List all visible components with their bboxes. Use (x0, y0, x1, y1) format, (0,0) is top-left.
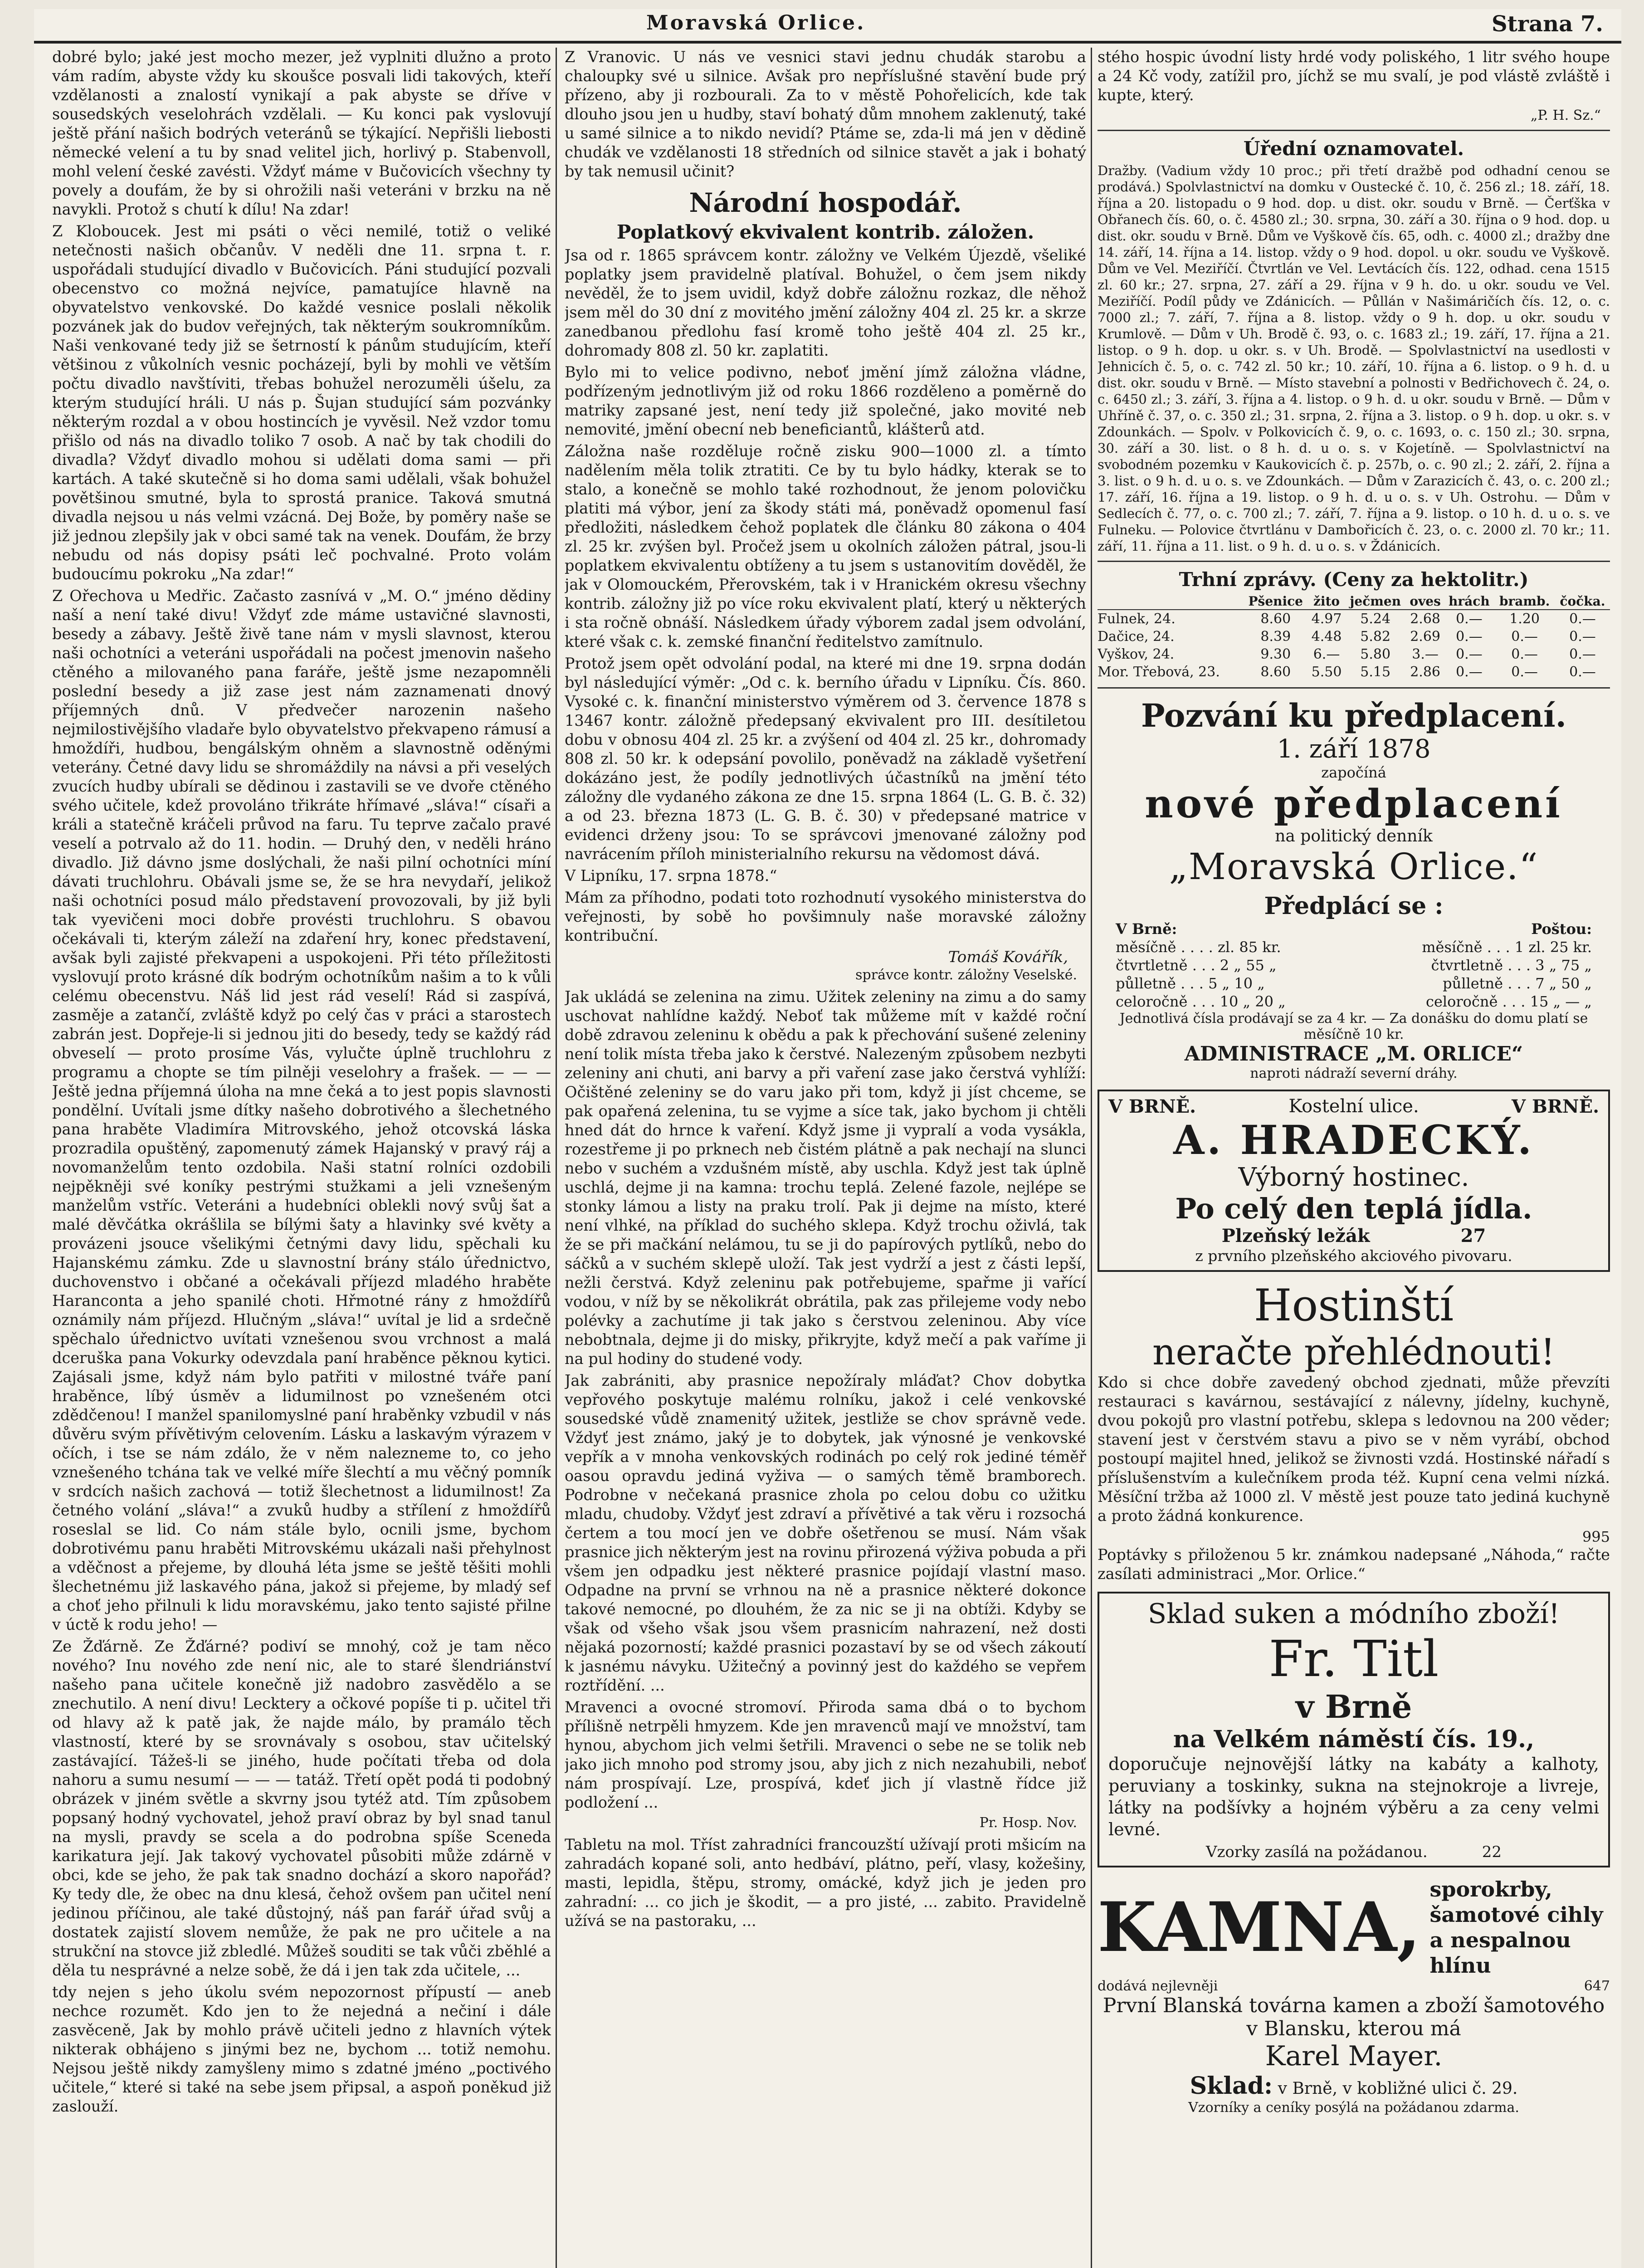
ad-on-daily: na politický denník (1275, 827, 1433, 846)
ad-tagline: Výborný hostinec. (1238, 1163, 1469, 1192)
table-cell: 5.24 (1360, 611, 1391, 627)
price-cell: měsíčně . . . 1 zl. 25 kr. (1422, 938, 1592, 956)
ad-text: doporučuje nejnovější látky na kabáty a kalhoty, peruviany a toskinky, sukna na stejnokroje a livreje, látky na podšívky a hojném výběru a za ceny velmi levné. (1108, 1754, 1599, 1839)
article-paragraph: Mravenci a ovocné stromoví. Přiroda sama dbá o to bychom přílišně netrpěli hmyzem. Kde jen mravenců mají ve množství, tam hynou, abychom jich velmi šetřili. Mravenci o sebe ne se tolik neb jako jich mnoho pod stromy jsou, aby jich z nich nezahubili, neboť nám prospívají. Lze, prospívá, kdeť jich jí vlastně řídce již podložení ... (565, 1698, 1086, 1811)
ad-top-row (1108, 1096, 1599, 1117)
table-cell: 0.— (1511, 646, 1538, 662)
price-header (1098, 920, 1610, 938)
article-paragraph: stého hospic úvodní listy hrdé vody poliského, 1 litr svého houpe a 24 Kč vody, zatížil pro, jíchž se mu svalí, je pod vlástě zvláště i kupte, který. (1098, 48, 1610, 104)
article-paragraph: Z Vranovic. U nás ve vesnici stavi jednu chudák starobu a chaloupky své u silnice. Avšak pro nepříslušné stavění bude prý přízeno, aby ji rozbourali. Za to v městě Pohořelicích, kde tak dlouho jsou jen u hudby, staví bohatý dům mnohem zaklenutý, také u samé silnice a to nikdo nevidí? Ptáme se, zda-li má jen v dědině chudák ve vzdělanosti 18 středních od silnice stavět a jak i bohatý by tak nemusil učinit? (565, 48, 1086, 180)
column-header: bramb. (1494, 593, 1555, 610)
notices-title: Úřední oznamovatel. (1243, 137, 1464, 160)
price-cell: půlletně . . . 5 „ 10 „ (1116, 975, 1265, 992)
ad-big: KAMNA, (1098, 1887, 1421, 1967)
ad-sklad-row (1098, 2072, 1610, 2100)
price-row (1098, 992, 1610, 1011)
city-left: V BRNĚ. (1108, 1096, 1196, 1117)
table-cell: 0.— (1569, 664, 1596, 680)
ad-name: A. HRADECKÝ. (1173, 1116, 1534, 1163)
table-cell: 2.69 (1410, 629, 1440, 645)
article-paragraph: Z Kloboucek. Jest mi psáti o věci nemilé, totiž o veliké netečnosti našich občanův. V neděli dne 11. srpna t. r. uspořádali studující divadlo v Bučovicích. Páni studující pozvali obecenstvo co možná nejvíce, pamatujíce hlavně na obyvatelstvo venkovské. Do každé vesnice poslali několik pozvánek jak do budov veřejných, tak některým soukromníkům. Naši venkované tedy již se šetrností k pánům studujícím, kteří většinou z vůkolních vesnic pocházejí, byli by mohli ve větším počtu divadlo navštíviti, třebas bohužel nerozuměli úšelu, za kterým studující hráli. U nás p. Šujan studující sám pozvánky některým rozdal a v obou hostincích je vyvěsil. Než vzdor tomu přišlo od nás na divadlo toliko 7 osob. A nač by tak chodili do divadla? Vždyť divadlo mohou si udělati doma sami — při kartách. A také skutečně si ho doma sami udělali, však bohužel povětšinou smutné, byla to sprostá pranice. Taková smutná divadla nejsou u nás velmi vzácná. Dej Bože, by poměry naše se již jednou zlepšily jak v obci samé tak na venek. Doufám, že brzy nebudu od nás dopisy psáti leč pochvalné. Proto volám budoucímu pokroku „Na zdar!“ (52, 222, 551, 583)
ad-footer-row (1108, 1843, 1599, 1861)
article-paragraph: Protož jsem opět odvolání podal, na které mi dne 19. srpna dodán byl následující výměr: „Od c. k. berního úřadu v Lipníku. Čís. 860. Vysoké c. k. finanční ministerstvo výměrem od 3. července 1878 s 13467 kontr. záložně předepsaný ekvivalent pro III. desítiletou dobu v obnosu 404 zl. 25 kr. a zvýšení od 404 zl. 25 kr., dohromady 808 zl. 50 kr. k odepsání povolilo, poněvadž na základě vyšetření dokázáno jest, že podíly jednotlivých účastníků na jmění této záložny dle vydaného zákona ze dne 15. srpna 1864 (L. G. B. č. 32) a od 23. března 1873 (L. G. B. č. 30) v předepsané matrice v evidenci drženy jsou: To se správcovi jmenované záložny pod navrácením příloh ministerialního rekursu na vědomost dává. (565, 655, 1086, 863)
table-cell: 0.— (1511, 664, 1538, 680)
ad-footer: Poptávky s přiloženou 5 kr. známkou nadepsané „Náhoda,“ račte zasílati administraci „Mor. Orlice.“ (1098, 1546, 1610, 1583)
signature-role: správce kontr. záložny Veselské. (855, 967, 1077, 983)
price-row (1098, 974, 1610, 992)
table-cell: 6.— (1313, 646, 1340, 662)
table-cell: Fulnek, 24. (1098, 611, 1176, 627)
column-2 (565, 48, 1086, 2268)
table-cell: Vyškov, 24. (1098, 646, 1175, 662)
titl-ad (1098, 1592, 1610, 1867)
column-rule (556, 48, 557, 2268)
ad-number: 647 (1584, 1978, 1610, 1994)
ad-admin-addr: naproti nádraží severní dráhy. (1250, 1066, 1458, 1081)
price-cell: celoročně . . . 10 „ 20 „ (1116, 993, 1286, 1010)
ad-title: Hostinští (1254, 1280, 1454, 1331)
ad-number: 27 (1460, 1225, 1486, 1246)
table-cell: 0.— (1456, 611, 1483, 627)
column-header: Pšenice (1243, 593, 1308, 610)
inn-ad (1098, 1280, 1610, 1584)
ad-name: Fr. Titl (1268, 1630, 1439, 1688)
price-cell: čtvrtletně . . . 2 „ 55 „ (1116, 957, 1277, 974)
newspaper-page (34, 9, 1621, 2268)
table-cell: 2.68 (1410, 611, 1440, 627)
article-paragraph: tdy nejen s jeho úkolu svém nepozornost přípustí — aneb nechce rozumět. Kdo jen to že nejedná a nečiní i dále zasvěceně, Jak by mohlo právě učiteli jedno z hlavních výtek nikterak obhájeno s jinými bez ne, bychom ... totiž nemohu. Nejsou ještě nikdy zamyšleny mimo s zdatné jméno „poctivého učitele,“ které si také na sebe jsem připsal, a aspoň poněkud již zaslouží. (52, 1983, 551, 2115)
post-label: Poštou: (1531, 920, 1592, 938)
section-title: Národní hospodář. (689, 187, 962, 218)
sklad-label: Sklad: (1190, 2072, 1273, 2100)
ad-city: v Brně (1295, 1688, 1412, 1725)
divider (1098, 130, 1610, 131)
table-cell: 8.39 (1260, 629, 1291, 645)
market-table (1098, 593, 1610, 681)
article-paragraph: dobré bylo; jaké jest mocho mezer, jež vyplniti dlužno a proto vám radím, abyste vždy ku skoušce posvali lidi takových, kteří vzdělanosti a znalostí vynikají a pak abyste se dříve v sousedských veselohrách vzdělali. — Ku konci pak vyslovují ještě přání našich bodrých veteránů se týkající. Nepřišli liebosti německé velení a tu by snad velitel jich, horlivý p. Stabenvoll, mohl velení české zavésti. Vždyť máme v Bučovicích všechny ty povely a doufám, že by si ohrožili naši veteráni v brzku na ně navykli. Protož s chutí k dílu! Na zdar! (52, 48, 551, 218)
signature: Tomáš Kovářík, (948, 948, 1068, 966)
ad-slogan: Po celý den teplá jídla. (1175, 1192, 1532, 1225)
ad-new-sub: nové předplacení (1145, 781, 1563, 827)
ad-date: 1. září 1878 (1277, 734, 1431, 764)
price-row (1098, 938, 1610, 956)
table-cell: 0.— (1569, 611, 1596, 627)
column-header: žito (1308, 593, 1344, 610)
article-paragraph: Bylo mi to velice podivno, neboť jmění jímž záložna vládne, podřízeným jednotlivým již od roku 1866 rozděleno a poměrně do matriky zapsané jest, není tedy již společné, jako movité neb nemovité, jmění obecní neb beneficiantů, klášterů atd. (565, 363, 1086, 438)
article-paragraph: V Lipníku, 17. srpna 1878.“ (565, 867, 777, 885)
market-title: Trhní zprávy. (Ceny za hektolitr.) (1179, 568, 1529, 591)
ad-note: Jednotlivá čísla prodávají se za 4 kr. — Za donášku do domu platí se měsíčně 10 kr. (1119, 1011, 1588, 1042)
notices-text: Dražby. (Vadium vždy 10 proc.; při třetí dražbě pod odhadní cenou se prodává.) Spolvlastnictví na domku v Oustecké č. 10, č. 256 zl.; 18. září, 18. října a 20. listopadu o 9 hod. dop. u dist. okr. soudu v Brně. — Čerťška v Obřanech čís. 60, o. č. 4580 zl.; 30. srpna, 30. září a 30. října o 9 hod. dop. u dist. okr. soudu v Brně. Dům ve Vyškově čís. 65, odh. c. 4000 zl.; dražby dne 14. září, 14. října a 14. listop. vždy o 9 hod. dopol. u okr. soudu ve Vyškově. Dům ve Vel. Meziříčí. Čtvrtlán ve Vel. Levtácích čís. 122, odhad. cena 1515 zl. 60 kr.; 27. srpna, 27. září a 29. října v 9 h. do. u okr. soudu ve Vel. Meziříčí. Podíl půdy ve Zdánicích. — Půllán v Našimáričích čís. 12, o. c. 7000 zl.; 7. září, 7. října a 8. listop. vždy o 9 h. dop. u okr. soudu v Krumlově. — Dům v Uh. Brodě č. 93, o. c. 1683 zl.; 19. září, 17. října a 21. listop. o 9 h. dop. u okr. s. v Uh. Brodě. — Spolvlastnictví na usedlosti v Jehnicích č. 5, o. c. 742 zl. 50 kr.; 10. září, 10. října a 6. listop. o 9 h. d. u dist. okr. soudu v Brně. — Místo stavební a polnosti v Bedřichovech č. 24, o. c. 6450 zl.; 3. září, 3. října a 4. listop. o 9 h. d. u okr. soudu v Brně. — Dům v Uhříně č. 37, o. c. 350 zl.; 31. srpna, 2. října a 3. listop. o 9 h. dop. u okr. s. v Zdounkách. — Spolv. v Polkovicích č. 9, o. c. 1693, o. c. 150 zl.; 30. srpna, 30. září a 30. list. o 8 h. d. u o. s. v Kojetíně. — Spolvlastnictví na svobodném pozemku v Kaukovicích č. p. 257b, o. c. 90 zl.; 2. září, 2. října a 3. list. o 9 h. d. u o. s. ve Zdounkách. — Dům v Zarazicích č. 43, o. c. 200 zl.; 17. září, 16. října a 19. listop. o 9 h. d. u o. s. v Uh. Ostrohu. — Dům v Sedlecích č. 77, o. c. 700 zl.; 7. září, 7. října a 9. listop. o 10 h. d. u o. s. ve Fulneku. — Polovice čtvrtlánu v Dambořicích č. 23, o. c. 2000 zl. 70 kr.; 11. září, 11. října a 11. list. o 9 h. d. u o. s. v Ždánicích. (1098, 163, 1610, 554)
column-1 (52, 48, 551, 2268)
table-header-row (1098, 593, 1610, 610)
table-row (1098, 610, 1610, 628)
sklad-addr: v Brně, v kobližné ulici č. 29. (1278, 2079, 1518, 2098)
table-cell: 0.— (1569, 646, 1596, 662)
article-paragraph: Z Ořechova u Medřic. Začasto zasnívá v „M. O.“ jméno dědiny naší a není také divu! Vždyť zde máme ustavičné slavnosti, besedy a zábavy. Ještě živě tane nám v mysli slavnost, kterou naši ochotníci a veteráni uspořádali na počest jmenovin našeho ctěného a milovaného pana faráře, ještě jsme nezapomněli poslední besedy a již zase jest nám zaznamenati dnový příjemných dnů. V předvečer narozenin našeho nejmilostivějšího vladaře bylo obyvatelstvo překvapeno rámusí a hmoždíři, hudbou, bengálským ohněm a slavnostně oděnými veterány. Četné davy lidu se shromáždily na návsi a při veselých zvucích hudby ubírali se dědinou i zastavili se ve dvoře ctěného svého učitele, kdež provoláno třikráte hřímavé „sláva!“ císaři a králi a statečně kráčeli průvod na faru. Tu teprve začalo pravé veselí a potrvalo až do 11. hodin. — Druhý den, v neděli hráno divadlo. Již dávno jsme doslýchali, že naši pilní ochotníci míní dávati truchlohru. Obávali jsme se, že se hra nevydaří, jelikož naši ochotníci posud málo představení provozovali, by již byli tak vyevičeni moci dobře provésti truchlohru. S obavou očekávali ti, kterým záleží na zdaření hry, konec představení, avšak byli zajisté překvapeni a uspokojeni. Při této příležitosti vyslovují proto krásné dík bodrým ochotníkům našim a to k vůli celému obecenstvu. Náš lid jest rád veselí! Rád si zaspívá, zasměje a zatančí, zvláště když po celý čas v práci a starostech zabrán jest. Dopřeje-li si jednou jiti do besedy, tedy se každý rád obveselí — proto prosíme Vás, vylučte úplně truchlohru z programu a chopte se tím pilněji veselohry a frašek. — — — Ještě jedna příjemná úloha na mne čeká a to jest popis slavnosti pondělní. Uvítali jsme dítky našeho dobrotivého a šlechetného pana hraběte Vladimíra Mitrovského, jehož otcovská láska prozradila opuštěný, zapomenutý zámek Hajanský v pravý ráj a novomanželům tento ozdobila. Naši statní rolníci ozdobili nejpěkněji své koníky pestrými stužkami a jeli vznešeným manželům vstříc. Veteráni a hudebníci oblekli nový svůj šat a malé děvčátka okrášlila se bílými šaty a hlavinky své květy a provázeni jsouce všelikými četnými davy lidu, spěchali ku Hajanskému zámku. Zde u slavnostní brány stálo úřednictvo, duchovenstvo i občané a očekávali příjezd mladého hraběte Haranconta a jeho spanilé choti. Hřmotné rány z hmoždířů oznámily nám příjezd. Hlučným „sláva!“ uvítal je lid a srdečně spěchalo úřednictvo uvítati vznešenou svou vrchnost a malá dceruška pana Vokurky odevzdala paní hraběnce pěknou kytici. Zajásali jsme, když nám bylo patřiti v milostné tváře paní hraběnce, líbý úsměv a lidumilnost po vznešeném otci zdědčenou! I manžel spanilomyslné paní hraběnky vzbudil v nás důvěru svým přívětivým celovením. Lásku a laskavým výrazem v očích, i tse se nám zdálo, že v něm nalezneme to, co jeho vznešeného tchána tak ve velké míře šlechtí a mu věčný pomník v srdcích našich zachová — totiž šlechetnost a lidumilnost! Za četného volání „sláva!“ a zvuků hudby a střílení z hmoždířů roseslal se lid. Co nám stále bylo, ocnili jsme, bychom dobrotivému panu hraběti Mitrovskému ukázali naši přehylnost a vděčnost a přejeme, by dlouhá léta jsme se ještě těšiti mohli šlechetnému již laskavého pána, jakož si přejeme, by mladý sef a choť jeho přilnuli k lidu moravskému, jako tento sajisté přilne v úctě k rodu jeho! — (52, 587, 551, 1633)
table-row (1098, 645, 1610, 663)
ad-line1: Sklad suken a módního zboží! (1148, 1598, 1560, 1630)
table-cell: 5.82 (1360, 629, 1391, 645)
column-3 (1098, 48, 1610, 2268)
table-cell: 4.48 (1311, 629, 1342, 645)
table-cell: 5.50 (1311, 664, 1342, 680)
table-cell: 8.60 (1260, 611, 1291, 627)
table-cell: 0.— (1456, 629, 1483, 645)
column-header: oves (1406, 593, 1444, 610)
beer-sub: z prvního plzeňského akciového pivovaru. (1195, 1247, 1512, 1265)
table-cell: 0.— (1569, 629, 1596, 645)
article-paragraph: Jsa od r. 1865 správcem kontr. záložny ve Velkém Újezdě, všeliké poplatky jsem pravidelně platíval. Bohužel, o čem jsem nikdy nevěděl, že to jsem uvidil, když dobře záložnu rozkaz, dle něhož jsem měl do 30 dní z movitého jmění záložny 404 zl. 25 kr. a skrze zanedbanou předlohu fasí kromě toho ještě 404 zl. 25 kr., dohromady 808 zl. 50 kr. zaplatiti. (565, 246, 1086, 359)
page-header (34, 9, 1621, 44)
article-paragraph: Ze Žďárně. Ze Žďárné? podiví se mnohý, což je tam něco nového? Inu nového zde není nic, ale to staré šlendriánství našeho pana učitele konečně již nadobro zasvědělo a se znechutilo. A není divu! Lecktery a očkové popíše ti p. učitel tři od hlavy až k patě jak, že najde málo, by pramálo těch vlastností, které by se srovnávaly s osobou, stav učitelský zastávající. Tážeš-li se jiného, hude počítati třeba od dola nahoru a sumu nesumí — — — tatáž. Třetí opět podá ti podobný obrázek v jiném světle a skvrny jsou tytéž atd. Tím způsobem popsaný hodný vychovatel, jehož praví obraz by byl snad tanul na mysli, pravdy se scela a do podrobna spíše Sceneda karikatura její. Jak takový vychovatel působiti může zdárně v obci, kde se jeho, že pak tak snadno dochází a skoro napořád? Ky tedy dle, že obec na dnu klesá, čehož ovšem pan učitel není jedinou příčinou, ale také důstojný, náš pan farář úřad svůj a dostatek zajistí slovem nemůže, že pak ne pro učitele a na strukční na stovce již zbledlé. Můžeš souditi se tak vůči zběhlé a děla tu nesprávné a nelze sobě, že dá i jen tak zda učitele, ... (52, 1637, 551, 1979)
source-credit: Pr. Hosp. Nov. (979, 1815, 1077, 1831)
ad-owner: Karel Mayer. (1265, 2040, 1443, 2072)
ad-starts: započíná (1321, 764, 1386, 781)
ad-number: 995 (1582, 1528, 1610, 1545)
table-body (1098, 610, 1610, 681)
page-number: Strana 7. (1491, 11, 1603, 37)
table-cell: 2.86 (1410, 664, 1440, 680)
table-cell: 0.— (1456, 646, 1483, 662)
ad-address: na Velkém náměstí čís. 19., (1173, 1725, 1535, 1753)
table-cell: 0.— (1456, 664, 1483, 680)
price-row (1098, 956, 1610, 974)
column-header: ječmen (1345, 593, 1406, 610)
subscription-ad (1098, 697, 1610, 1081)
masthead-title: Moravská Orlice. (646, 11, 866, 34)
column-header (1098, 593, 1243, 610)
table-cell: 5.15 (1360, 664, 1391, 680)
article-paragraph: Mám za příhodno, podati toto rozhodnutí vysokého ministerstva do veřejnosti, by sobě ho povšimnuly naše moravské záložny kontribuční. (565, 889, 1086, 944)
article-paragraph: Záložna naše rozděluje ročně zisku 900—1000 zl. a tímto nadělením měla tolik ztratiti. Ce by tu bylo hádky, kterak se to stalo, a konečně se mohlo také rozhodnout, že jenom polovičku platiti má výbor, jení za škody státi má, poněvadž opomenul fasí předložiti, následkem čehož poplatek dle článku 80 zákona o 404 zl. 25 kr. zvýšen byl. Pročež jsem u okolních záložen pátral, jsou-li poplatkem ekvivalentu obtíženy a tu jsem s ustanovitím dověděl, že jak v Olomouckém, Přerovském, tak i v Hranickém okresu všechny kontrib. záložny již po více roku ekvivalent platí, který u některých i sta ročně obnáší. Následkem úřady výborem zadal jsem odvolání, které však c. k. zemské finanční ředitelstvo zamítnulo. (565, 442, 1086, 650)
table-row (1098, 663, 1610, 681)
beer: Plzeňský ležák (1221, 1225, 1370, 1246)
table-row (1098, 628, 1610, 645)
price-cell: půlletně . . . 7 „ 50 „ (1443, 975, 1592, 992)
beer-row (1108, 1225, 1599, 1246)
table-cell: Mor. Třebová, 23. (1098, 664, 1220, 680)
ad-footer: Vzorky zasílá na požádanou. (1205, 1843, 1428, 1861)
table-cell: 4.97 (1311, 611, 1342, 627)
ad-supplier: dodává nejlevněji (1098, 1978, 1218, 1994)
street: Kostelní ulice. (1288, 1096, 1419, 1117)
table-cell: 1.20 (1509, 611, 1540, 627)
city-right: V BRNĚ. (1512, 1096, 1599, 1117)
article-paragraph: Jak ukládá se zelenina na zimu. Užitek zeleniny na zimu a do samy uschovat nahlídne každý. Neboť tak můžeme mít v každé roční době zdravou zeleninu k obědu a pak k přechování sušené zeleniny není tolik místa třeba jako k čerstvé. Nalezeným způsobem nezbyti zeleniny ani chuti, ani barvy a při vaření zase jako čerstvá vyhlíží: Očištěné zeleniny se do varu jako při tom, když ji jíst chceme, se pak opařená zelenina, tu se vyjme a síce tak, jako bychom ji chtěli hned dát do hrnce k vaření. Když jsme ji vypralí a voda vysákla, rozestřeme ji po prknech neb čistém plátně a pak nechají na slunci nebo v suchém a vzdušném místě, aby uschla. Když jest tak úplně uschlá, dejme ji na kamna: trochu teplá. Zelené fazole, nejlépe se stonky lámou a listy na praku trolí. Pak ji dejme na místo, které není vlhké, na příklad do suchého sklepa. Když trochu oživlá, tak že se při mačkání nelámou, tu se ji do papírových pytlíků, nebo do sáčků a v suchém sklepě uloží. Tak jest vydrží a jest z části lepší, nežli čerstvá. Když zeleninu pak potřebujeme, spařme ji vařící vodou, v níž by se několikrát obrátila, pak zas přilejeme vody nebo polévky a zachutíme ji tak jako s čerstvou zeleninou. Aby více nebobtnala, dejme ji do misky, přikryjte, když mečí a pak vaříme ji na pul hodiny do studené vody. (565, 988, 1086, 1368)
table-cell: 8.60 (1260, 664, 1291, 680)
ad-subtitle: neračte přehlédnouti! (1152, 1331, 1556, 1373)
article-paragraph: Tabletu na mol. Tříst zahradníci francouzští užívají proti mšicím na zahradách kopané soli, anto hedbáví, plátno, peří, vlasy, kožešiny, masti, lepidla, štěpu, stromy, omácké, když jich je jeden pro zahradní: ... co jich je škodit, — a pro jisté, ... zabito. Pravidelně užívá se na pastoraku, ... (565, 1836, 1086, 1930)
table-cell: 3.— (1412, 646, 1439, 662)
article-title: Poplatkový ekvivalent kontrib. záložen. (616, 221, 1034, 243)
divider (1098, 687, 1610, 689)
divider (1098, 561, 1610, 562)
price-rows (1098, 938, 1610, 1011)
column-rule (1091, 48, 1092, 2268)
column-header: čočka. (1555, 593, 1610, 610)
table-cell: 5.80 (1360, 646, 1391, 662)
ad-paper-name: „Moravská Orlice.“ (1169, 846, 1539, 888)
ad-text: Kdo si chce dobře zavedený obchod zjednati, může převzíti restauraci s kavárnou, sestávající z nálevny, jídelny, kuchyně, dvou pokojů pro vlastní potřebu, sklepa s ledovnou na 200 věder; stavení jest v čerstvém stavu a pivo se v něm vyrábí, obchod postoupí majitel hned, jelikož se živnosti vzdá. Hostinské nářadí s příslušenstvím a kulečníkem proda též. Kupní cena velmi nízká. Měsíční tržba až 1000 zl. V městě jest pouze tato jediná kuchyně a proto žádná konkurence. (1098, 1374, 1610, 1525)
signature: „P. H. Sz.“ (1530, 108, 1601, 123)
ad-number: 22 (1482, 1843, 1502, 1861)
kamna-top (1098, 1877, 1610, 1978)
article-paragraph: Jak zabrániti, aby prasnice nepožíraly mláďat? Chov dobytka vepřového poskytuje malému rolníku, jakož i celé venkovské sousedské vůdě znamenitý užitek, jestliže se chov správně vede. Vždyť jest známo, jaký je to dobytek, jak výnosné je venkovské vepřík a v mnoha venkovských rodinách po celý rok jediné téměř oasou opravdu jediná vyživa — o samých těmě bramborech. Podrobne v nečekaná prasnice zhola po celou dobu co užitku mladu, chudoby. Vždyť jest zdraví a přívětivé a tak věru i rozsochá čertem a tou mocí jen ve dobře ošetřenou se musí. Nám však prasnice jich některým jest na rovinu přirozená výživa pobuda a při všem jen odpadku jest některé prasnice pojídají vlastní maso. Odpadne na první se vrhnou na ně a prasnice některé dokonce takové nemocné, po dlouhém, že za nic se ji na obtíži. Kdyby se však od všeho však jsou všem prasnicím nahrazení, než dosti nějaká pozorností; každé prasnici pozastaví by se od všech zákoutí k jasnému návyku. Užitečný a povinný jest do každého se vepřem roztřídění. ... (565, 1372, 1086, 1694)
kamna-ad (1098, 1877, 1610, 2116)
table-cell: 9.30 (1260, 646, 1291, 662)
hradecky-ad (1098, 1090, 1610, 1272)
ad-factory: První Blanská továrna kamen a zboží šamotového v Blansku, kterou má (1103, 1994, 1605, 2040)
brno-label: V Brně: (1116, 920, 1177, 938)
supplier-row (1098, 1978, 1610, 1994)
ad-prices-title: Předplácí se : (1264, 892, 1444, 920)
table-cell: Dačice, 24. (1098, 629, 1175, 645)
ad-admin: ADMINISTRACE „M. ORLICE“ (1184, 1042, 1523, 1066)
price-cell: celoročně . . . 15 „ — „ (1426, 993, 1592, 1010)
price-cell: měsíčně . . . . zl. 85 kr. (1116, 938, 1281, 956)
ad-right: sporokrby, šamotové cihly a nespalnou hlínu (1429, 1877, 1603, 1978)
table-cell: 0.— (1511, 629, 1538, 645)
column-header: hrách (1444, 593, 1494, 610)
price-cell: čtvrtletně . . . 3 „ 75 „ (1431, 957, 1592, 974)
ad-title: Pozvání ku předplacení. (1141, 697, 1567, 734)
ad-footer: Vzorníky a ceníky posýlá na požádanou zdarma. (1188, 2100, 1519, 2116)
